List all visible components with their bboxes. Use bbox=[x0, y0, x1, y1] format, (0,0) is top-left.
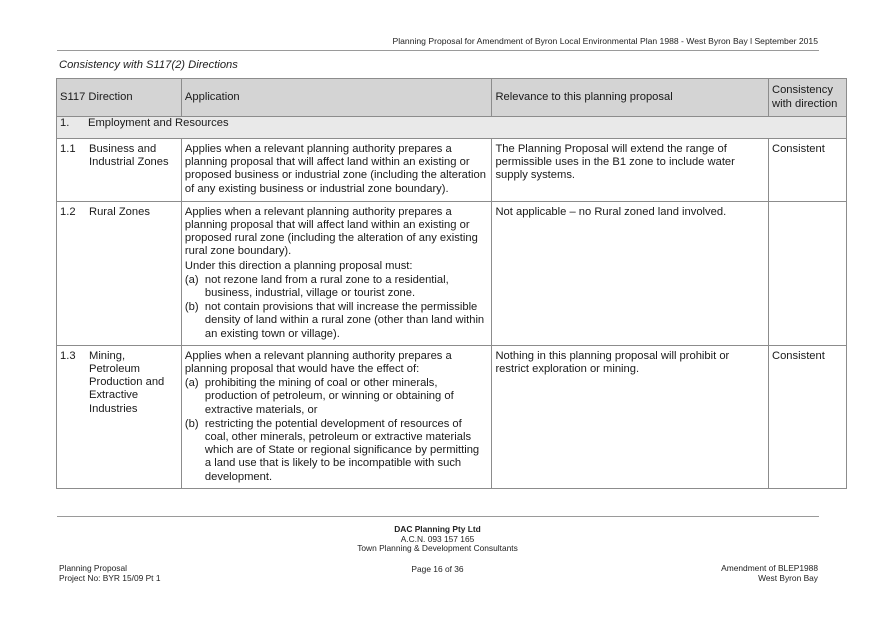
table-header-row bbox=[57, 79, 847, 117]
list-item-text: restricting the potential development of resources of coal, other minerals, petroleum or extractive materials which are of State or regional significance by permitting a land use that is likely to be incompatible with such development. bbox=[204, 417, 480, 483]
list-item-text: not rezone land from a rural zone to a residential, business, industrial, village or tourist zone. bbox=[204, 273, 449, 300]
column-header-consistency: Consistency with direction bbox=[769, 79, 847, 117]
table-row bbox=[57, 201, 847, 345]
list-item-label: (a) bbox=[184, 273, 199, 286]
application-list-item bbox=[185, 301, 489, 341]
list-item-label: (b) bbox=[184, 417, 199, 430]
relevance-cell: The Planning Proposal will extend the range of permissible uses in the B1 zone to include water supply systems. bbox=[492, 139, 769, 202]
company-block bbox=[0, 525, 875, 554]
application-cell bbox=[181, 345, 492, 488]
list-item-label: (a) bbox=[184, 377, 199, 390]
table-row bbox=[57, 345, 847, 488]
footer-document-title: Planning Proposal bbox=[59, 563, 127, 573]
header-divider bbox=[57, 50, 819, 51]
direction-number: 1.2 bbox=[60, 205, 76, 218]
relevance-cell: Not applicable – no Rural zoned land involved. bbox=[492, 201, 769, 345]
consistency-cell bbox=[769, 201, 847, 345]
consistency-cell: Consistent bbox=[769, 345, 847, 488]
company-name: DAC Planning Pty Ltd bbox=[394, 524, 481, 534]
application-cell bbox=[181, 139, 492, 202]
direction-cell bbox=[57, 201, 182, 345]
footer-amendment: Amendment of BLEP1988 bbox=[721, 563, 818, 573]
table-row bbox=[57, 139, 847, 202]
group-title: Employment and Resources bbox=[88, 117, 229, 129]
group-heading bbox=[57, 117, 847, 139]
list-item-label: (b) bbox=[184, 301, 199, 314]
direction-name: Rural Zones bbox=[89, 205, 150, 218]
s117-directions-table bbox=[56, 78, 847, 489]
direction-cell bbox=[57, 345, 182, 488]
application-cell bbox=[181, 201, 492, 345]
list-item-text: not contain provisions that will increase the permissible density of land within a rural zone (other than land within an existing town or village). bbox=[204, 301, 485, 340]
running-header: Planning Proposal for Amendment of Byron Local Environmental Plan 1988 - West Byron Bay l September 2015 bbox=[392, 36, 818, 46]
direction-cell bbox=[57, 139, 182, 202]
section-title: Consistency with S117(2) Directions bbox=[59, 59, 238, 71]
application-text: Applies when a relevant planning authority prepares a planning proposal that would have the effect of: bbox=[184, 349, 452, 376]
relevance-cell: Nothing in this planning proposal will prohibit or restrict exploration or mining. bbox=[492, 345, 769, 488]
group-row bbox=[57, 117, 847, 139]
footer-divider bbox=[57, 516, 819, 517]
application-text: Applies when a relevant planning authority prepares a planning proposal that will affect land within an existing or proposed business or industrial zone (including the alteration of any existing business or industrial zone boundary). bbox=[184, 143, 486, 195]
application-list-item bbox=[185, 418, 489, 484]
direction-name: Mining, Petroleum Production and Extractive Industries bbox=[89, 349, 165, 415]
company-acn: A.C.N. 093 157 165 bbox=[400, 533, 475, 544]
group-number: 1. bbox=[60, 117, 70, 129]
column-header-relevance: Relevance to this planning proposal bbox=[492, 79, 769, 117]
footer-project-number: Project No: BYR 15/09 Pt 1 bbox=[59, 572, 161, 583]
list-item-text: prohibiting the mining of coal or other minerals, production of petroleum, or winning or obtaining of extractive materials, or bbox=[204, 377, 454, 416]
page-number: Page 16 of 36 bbox=[411, 564, 464, 574]
application-intro: Under this direction a planning proposal must: bbox=[184, 259, 413, 272]
application-text: Applies when a relevant planning authority prepares a planning proposal that will affect land within an existing or proposed rural zone (including the alteration of any existing rural zone boundary). bbox=[184, 205, 478, 258]
company-tagline: Town Planning & Development Consultants bbox=[357, 543, 518, 554]
footer-location: West Byron Bay bbox=[758, 572, 818, 583]
application-list-item bbox=[185, 377, 489, 417]
column-header-application: Application bbox=[181, 79, 492, 117]
application-list-item bbox=[185, 274, 489, 300]
consistency-cell: Consistent bbox=[769, 139, 847, 202]
direction-name: Business and Industrial Zones bbox=[89, 143, 169, 169]
direction-number: 1.3 bbox=[60, 349, 76, 362]
footer-right bbox=[721, 564, 818, 583]
column-header-direction: S117 Direction bbox=[57, 79, 182, 117]
direction-number: 1.1 bbox=[60, 143, 76, 155]
